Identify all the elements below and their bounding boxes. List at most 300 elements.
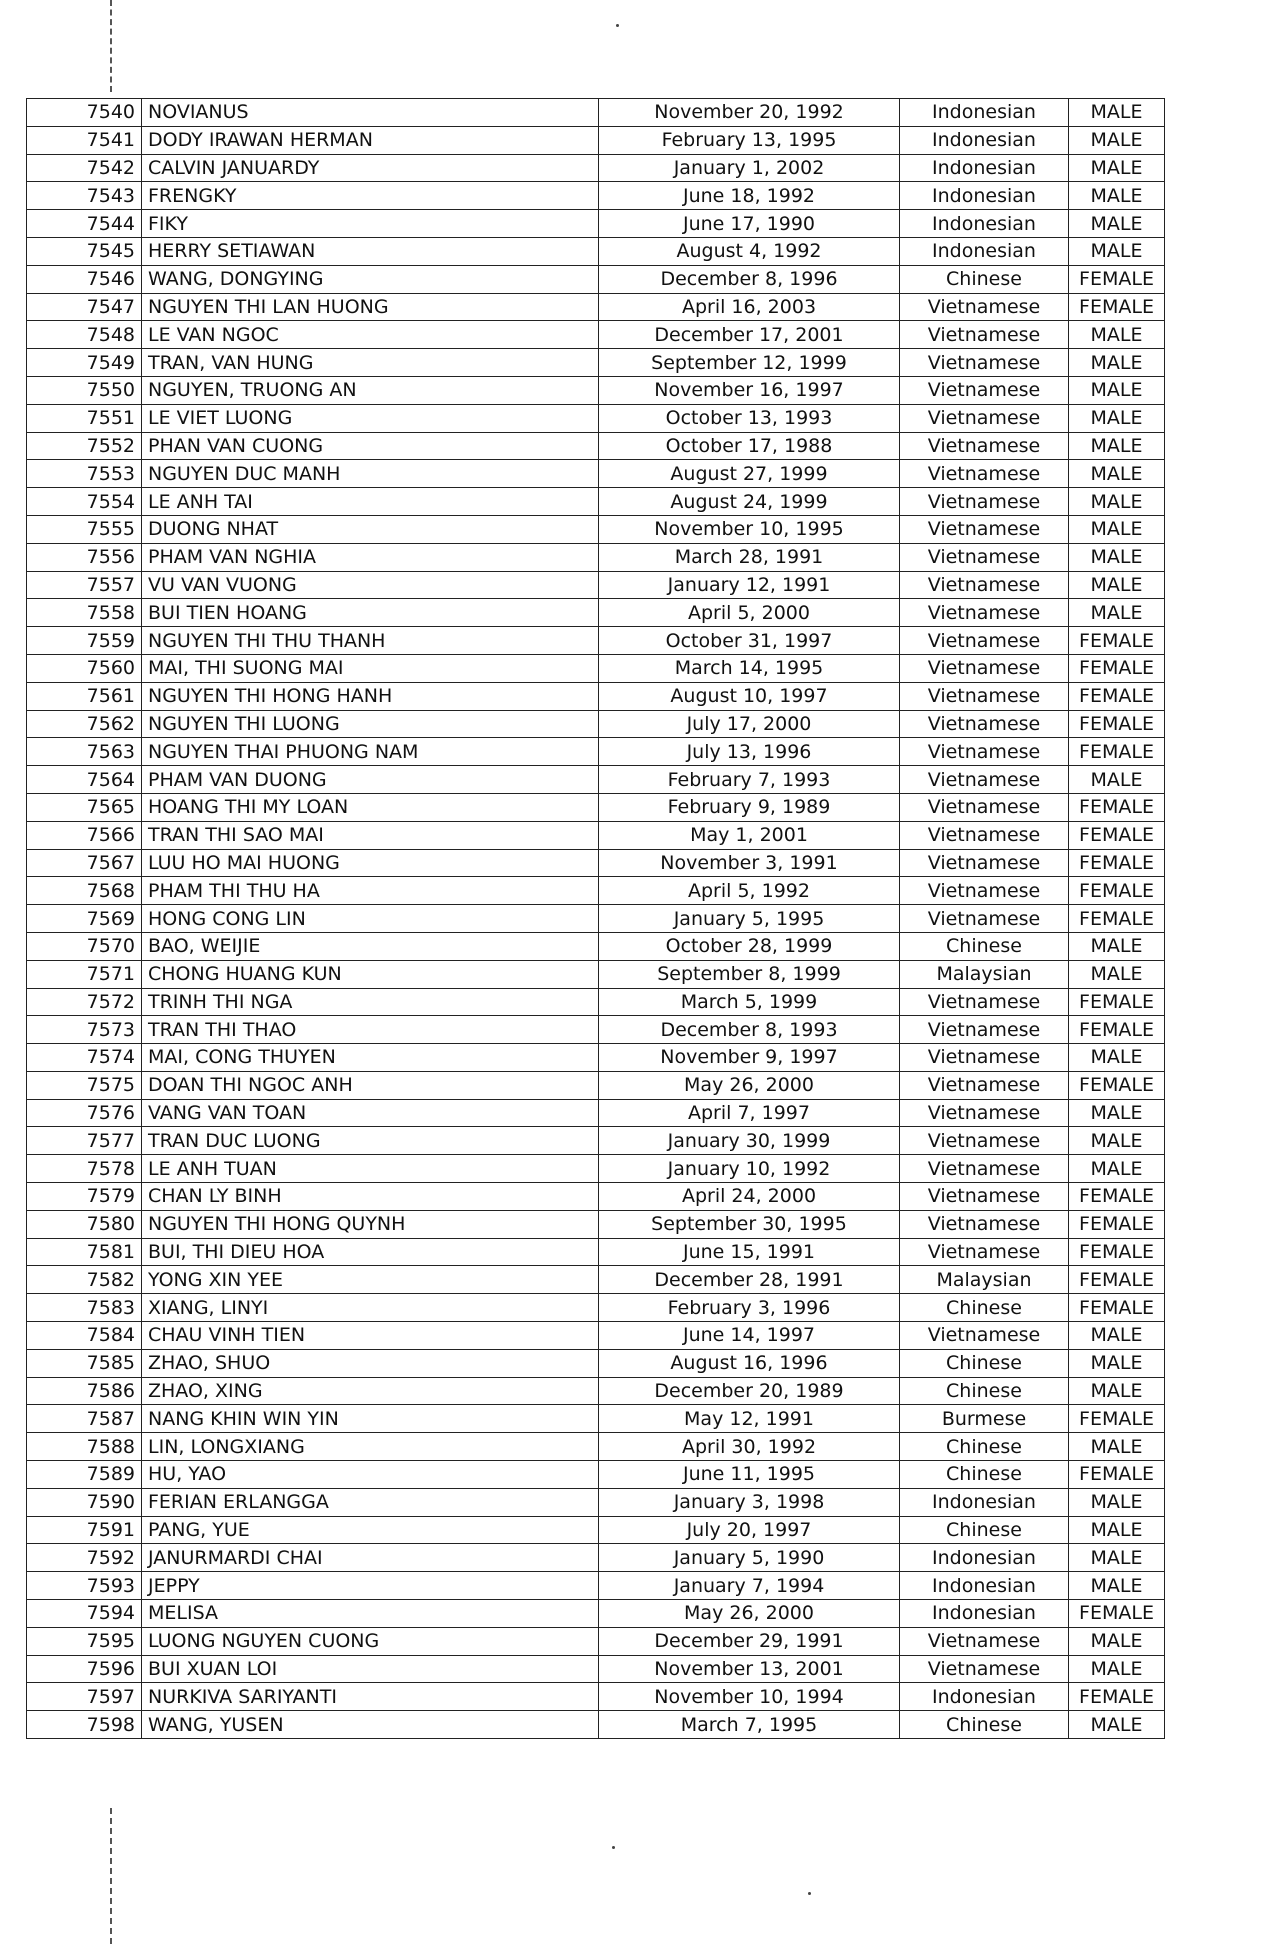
date-of-birth-cell: February 13, 1995: [599, 126, 900, 154]
person-name-cell: WANG, YUSEN: [142, 1711, 599, 1739]
row-number-cell: 7548: [27, 321, 142, 349]
nationality-cell: Chinese: [900, 1461, 1069, 1489]
table-row: [27, 1044, 1165, 1072]
date-of-birth-cell: September 30, 1995: [599, 1210, 900, 1238]
row-number-cell: 7587: [27, 1405, 142, 1433]
gender-cell: FEMALE: [1069, 738, 1165, 766]
row-number-cell: 7558: [27, 599, 142, 627]
table-row: [27, 1016, 1165, 1044]
date-of-birth-cell: December 29, 1991: [599, 1627, 900, 1655]
nationality-cell: Vietnamese: [900, 905, 1069, 933]
date-of-birth-cell: October 31, 1997: [599, 627, 900, 655]
row-number-cell: 7557: [27, 571, 142, 599]
gender-cell: FEMALE: [1069, 1183, 1165, 1211]
table-row: [27, 571, 1165, 599]
row-number-cell: 7597: [27, 1683, 142, 1711]
date-of-birth-cell: May 12, 1991: [599, 1405, 900, 1433]
row-number-cell: 7574: [27, 1044, 142, 1072]
table-row: [27, 654, 1165, 682]
date-of-birth-cell: December 28, 1991: [599, 1266, 900, 1294]
date-of-birth-cell: June 18, 1992: [599, 182, 900, 210]
row-number-cell: 7595: [27, 1627, 142, 1655]
nationality-cell: Vietnamese: [900, 793, 1069, 821]
nationality-cell: Vietnamese: [900, 1238, 1069, 1266]
person-name-cell: FRENGKY: [142, 182, 599, 210]
person-name-cell: NGUYEN DUC MANH: [142, 460, 599, 488]
gender-cell: MALE: [1069, 599, 1165, 627]
table-row: [27, 321, 1165, 349]
table-row: [27, 599, 1165, 627]
person-name-cell: NGUYEN THI LAN HUONG: [142, 293, 599, 321]
gender-cell: MALE: [1069, 1488, 1165, 1516]
date-of-birth-cell: November 16, 1997: [599, 376, 900, 404]
nationality-cell: Chinese: [900, 932, 1069, 960]
nationality-cell: Chinese: [900, 1433, 1069, 1461]
row-number-cell: 7553: [27, 460, 142, 488]
gender-cell: MALE: [1069, 571, 1165, 599]
table-row: [27, 1488, 1165, 1516]
gender-cell: MALE: [1069, 404, 1165, 432]
date-of-birth-cell: January 7, 1994: [599, 1572, 900, 1600]
table-row: [27, 265, 1165, 293]
date-of-birth-cell: June 15, 1991: [599, 1238, 900, 1266]
table-row: [27, 1627, 1165, 1655]
gender-cell: FEMALE: [1069, 849, 1165, 877]
nationality-cell: Vietnamese: [900, 1322, 1069, 1350]
table-row: [27, 877, 1165, 905]
table-row: [27, 1155, 1165, 1183]
person-name-cell: DOAN THI NGOC ANH: [142, 1071, 599, 1099]
gender-cell: MALE: [1069, 1627, 1165, 1655]
nationality-cell: Vietnamese: [900, 821, 1069, 849]
scan-speck: [612, 1846, 615, 1849]
person-name-cell: NGUYEN, TRUONG AN: [142, 376, 599, 404]
gender-cell: FEMALE: [1069, 627, 1165, 655]
table-row: [27, 515, 1165, 543]
table-row: [27, 1405, 1165, 1433]
nationality-cell: Chinese: [900, 1711, 1069, 1739]
table-row: [27, 710, 1165, 738]
table-row: [27, 905, 1165, 933]
person-name-cell: TRAN DUC LUONG: [142, 1127, 599, 1155]
gender-cell: FEMALE: [1069, 1071, 1165, 1099]
row-number-cell: 7570: [27, 932, 142, 960]
nationality-cell: Indonesian: [900, 237, 1069, 265]
person-name-cell: LIN, LONGXIANG: [142, 1433, 599, 1461]
nationality-cell: Vietnamese: [900, 627, 1069, 655]
table-row: [27, 488, 1165, 516]
person-name-cell: TRAN, VAN HUNG: [142, 349, 599, 377]
row-number-cell: 7560: [27, 654, 142, 682]
nationality-cell: Vietnamese: [900, 515, 1069, 543]
row-number-cell: 7582: [27, 1266, 142, 1294]
row-number-cell: 7549: [27, 349, 142, 377]
person-name-cell: NGUYEN THI HONG HANH: [142, 682, 599, 710]
date-of-birth-cell: January 1, 2002: [599, 154, 900, 182]
date-of-birth-cell: January 30, 1999: [599, 1127, 900, 1155]
row-number-cell: 7551: [27, 404, 142, 432]
table-row: [27, 1238, 1165, 1266]
row-number-cell: 7573: [27, 1016, 142, 1044]
table-row: [27, 932, 1165, 960]
date-of-birth-cell: November 13, 2001: [599, 1655, 900, 1683]
gender-cell: MALE: [1069, 1322, 1165, 1350]
person-name-cell: LUONG NGUYEN CUONG: [142, 1627, 599, 1655]
date-of-birth-cell: September 12, 1999: [599, 349, 900, 377]
nationality-cell: Chinese: [900, 1294, 1069, 1322]
person-name-cell: CHONG HUANG KUN: [142, 960, 599, 988]
nationality-cell: Vietnamese: [900, 988, 1069, 1016]
gender-cell: MALE: [1069, 1349, 1165, 1377]
nationality-cell: Indonesian: [900, 1683, 1069, 1711]
date-of-birth-cell: August 10, 1997: [599, 682, 900, 710]
gender-cell: MALE: [1069, 1516, 1165, 1544]
nationality-cell: Malaysian: [900, 960, 1069, 988]
gender-cell: MALE: [1069, 432, 1165, 460]
row-number-cell: 7566: [27, 821, 142, 849]
date-of-birth-cell: January 10, 1992: [599, 1155, 900, 1183]
nationality-cell: Vietnamese: [900, 432, 1069, 460]
nationality-cell: Vietnamese: [900, 460, 1069, 488]
row-number-cell: 7563: [27, 738, 142, 766]
gender-cell: MALE: [1069, 766, 1165, 794]
table-row: [27, 1433, 1165, 1461]
nationality-cell: Indonesian: [900, 1544, 1069, 1572]
row-number-cell: 7578: [27, 1155, 142, 1183]
row-number-cell: 7550: [27, 376, 142, 404]
date-of-birth-cell: March 5, 1999: [599, 988, 900, 1016]
nationality-cell: Vietnamese: [900, 571, 1069, 599]
nationality-cell: Vietnamese: [900, 293, 1069, 321]
date-of-birth-cell: February 3, 1996: [599, 1294, 900, 1322]
date-of-birth-cell: June 17, 1990: [599, 210, 900, 238]
date-of-birth-cell: March 7, 1995: [599, 1711, 900, 1739]
date-of-birth-cell: March 28, 1991: [599, 543, 900, 571]
date-of-birth-cell: October 28, 1999: [599, 932, 900, 960]
person-name-cell: NOVIANUS: [142, 99, 599, 127]
row-number-cell: 7556: [27, 543, 142, 571]
table-row: [27, 1210, 1165, 1238]
row-number-cell: 7547: [27, 293, 142, 321]
person-name-cell: FIKY: [142, 210, 599, 238]
table-row: [27, 237, 1165, 265]
person-name-cell: VU VAN VUONG: [142, 571, 599, 599]
row-number-cell: 7583: [27, 1294, 142, 1322]
nationality-cell: Chinese: [900, 1516, 1069, 1544]
gender-cell: FEMALE: [1069, 682, 1165, 710]
person-name-cell: TRINH THI NGA: [142, 988, 599, 1016]
nationality-cell: Indonesian: [900, 210, 1069, 238]
table-row: [27, 349, 1165, 377]
row-number-cell: 7567: [27, 849, 142, 877]
gender-cell: MALE: [1069, 154, 1165, 182]
table-row: [27, 154, 1165, 182]
row-number-cell: 7552: [27, 432, 142, 460]
gender-cell: MALE: [1069, 321, 1165, 349]
person-name-cell: CHAN LY BINH: [142, 1183, 599, 1211]
table-row: [27, 376, 1165, 404]
date-of-birth-cell: November 10, 1995: [599, 515, 900, 543]
row-number-cell: 7572: [27, 988, 142, 1016]
person-name-cell: MELISA: [142, 1600, 599, 1628]
table-row: [27, 210, 1165, 238]
row-number-cell: 7555: [27, 515, 142, 543]
table-row: [27, 432, 1165, 460]
gender-cell: FEMALE: [1069, 793, 1165, 821]
row-number-cell: 7568: [27, 877, 142, 905]
person-name-cell: ZHAO, SHUO: [142, 1349, 599, 1377]
date-of-birth-cell: October 13, 1993: [599, 404, 900, 432]
person-name-cell: XIANG, LINYI: [142, 1294, 599, 1322]
date-of-birth-cell: August 4, 1992: [599, 237, 900, 265]
date-of-birth-cell: April 5, 2000: [599, 599, 900, 627]
row-number-cell: 7579: [27, 1183, 142, 1211]
person-name-cell: YONG XIN YEE: [142, 1266, 599, 1294]
table-row: [27, 627, 1165, 655]
date-of-birth-cell: March 14, 1995: [599, 654, 900, 682]
row-number-cell: 7594: [27, 1600, 142, 1628]
nationality-cell: Vietnamese: [900, 1044, 1069, 1072]
row-number-cell: 7545: [27, 237, 142, 265]
date-of-birth-cell: July 17, 2000: [599, 710, 900, 738]
gender-cell: MALE: [1069, 1544, 1165, 1572]
gender-cell: MALE: [1069, 349, 1165, 377]
nationality-cell: Vietnamese: [900, 766, 1069, 794]
table-row: [27, 1349, 1165, 1377]
date-of-birth-cell: January 5, 1990: [599, 1544, 900, 1572]
gender-cell: FEMALE: [1069, 1683, 1165, 1711]
gender-cell: FEMALE: [1069, 1600, 1165, 1628]
gender-cell: MALE: [1069, 1377, 1165, 1405]
date-of-birth-cell: November 20, 1992: [599, 99, 900, 127]
person-name-cell: NGUYEN THAI PHUONG NAM: [142, 738, 599, 766]
row-number-cell: 7596: [27, 1655, 142, 1683]
gender-cell: MALE: [1069, 182, 1165, 210]
gender-cell: FEMALE: [1069, 265, 1165, 293]
date-of-birth-cell: July 20, 1997: [599, 1516, 900, 1544]
nationality-cell: Indonesian: [900, 126, 1069, 154]
gender-cell: MALE: [1069, 376, 1165, 404]
date-of-birth-cell: April 24, 2000: [599, 1183, 900, 1211]
nationality-cell: Vietnamese: [900, 1155, 1069, 1183]
gender-cell: MALE: [1069, 515, 1165, 543]
gender-cell: MALE: [1069, 1099, 1165, 1127]
gender-cell: MALE: [1069, 1572, 1165, 1600]
nationality-cell: Indonesian: [900, 1572, 1069, 1600]
nationality-cell: Vietnamese: [900, 1655, 1069, 1683]
gender-cell: FEMALE: [1069, 1266, 1165, 1294]
nationality-cell: Chinese: [900, 1377, 1069, 1405]
row-number-cell: 7541: [27, 126, 142, 154]
table-row: [27, 1516, 1165, 1544]
person-name-cell: MAI, THI SUONG MAI: [142, 654, 599, 682]
nationality-cell: Vietnamese: [900, 1099, 1069, 1127]
nationality-cell: Vietnamese: [900, 1127, 1069, 1155]
date-of-birth-cell: April 7, 1997: [599, 1099, 900, 1127]
scan-speck: [808, 1892, 811, 1895]
nationality-cell: Indonesian: [900, 1488, 1069, 1516]
row-number-cell: 7559: [27, 627, 142, 655]
row-number-cell: 7581: [27, 1238, 142, 1266]
nationality-cell: Chinese: [900, 1349, 1069, 1377]
date-of-birth-cell: August 16, 1996: [599, 1349, 900, 1377]
table-row: [27, 1071, 1165, 1099]
table-row: [27, 766, 1165, 794]
table-row: [27, 1266, 1165, 1294]
row-number-cell: 7543: [27, 182, 142, 210]
gender-cell: MALE: [1069, 237, 1165, 265]
person-name-cell: DODY IRAWAN HERMAN: [142, 126, 599, 154]
gender-cell: FEMALE: [1069, 821, 1165, 849]
row-number-cell: 7564: [27, 766, 142, 794]
gender-cell: FEMALE: [1069, 1461, 1165, 1489]
date-of-birth-cell: May 26, 2000: [599, 1071, 900, 1099]
gender-cell: FEMALE: [1069, 654, 1165, 682]
row-number-cell: 7565: [27, 793, 142, 821]
roster-table-body: [27, 99, 1165, 1739]
date-of-birth-cell: December 8, 1996: [599, 265, 900, 293]
table-row: [27, 1127, 1165, 1155]
row-number-cell: 7590: [27, 1488, 142, 1516]
person-name-cell: NGUYEN THI THU THANH: [142, 627, 599, 655]
row-number-cell: 7593: [27, 1572, 142, 1600]
row-number-cell: 7588: [27, 1433, 142, 1461]
nationality-cell: Vietnamese: [900, 543, 1069, 571]
gender-cell: MALE: [1069, 1433, 1165, 1461]
row-number-cell: 7585: [27, 1349, 142, 1377]
row-number-cell: 7546: [27, 265, 142, 293]
nationality-cell: Vietnamese: [900, 488, 1069, 516]
binding-mark-top: [110, 0, 120, 92]
date-of-birth-cell: May 26, 2000: [599, 1600, 900, 1628]
person-name-cell: NGUYEN THI HONG QUYNH: [142, 1210, 599, 1238]
row-number-cell: 7580: [27, 1210, 142, 1238]
date-of-birth-cell: August 27, 1999: [599, 460, 900, 488]
roster-table: [26, 98, 1165, 1739]
person-name-cell: BUI, THI DIEU HOA: [142, 1238, 599, 1266]
date-of-birth-cell: October 17, 1988: [599, 432, 900, 460]
table-row: [27, 293, 1165, 321]
person-name-cell: LE VAN NGOC: [142, 321, 599, 349]
gender-cell: MALE: [1069, 1044, 1165, 1072]
nationality-cell: Vietnamese: [900, 599, 1069, 627]
person-name-cell: JANURMARDI CHAI: [142, 1544, 599, 1572]
date-of-birth-cell: May 1, 2001: [599, 821, 900, 849]
date-of-birth-cell: February 9, 1989: [599, 793, 900, 821]
date-of-birth-cell: September 8, 1999: [599, 960, 900, 988]
date-of-birth-cell: November 10, 1994: [599, 1683, 900, 1711]
row-number-cell: 7576: [27, 1099, 142, 1127]
gender-cell: MALE: [1069, 1711, 1165, 1739]
date-of-birth-cell: April 30, 1992: [599, 1433, 900, 1461]
row-number-cell: 7542: [27, 154, 142, 182]
table-row: [27, 1711, 1165, 1739]
date-of-birth-cell: July 13, 1996: [599, 738, 900, 766]
gender-cell: FEMALE: [1069, 710, 1165, 738]
person-name-cell: NANG KHIN WIN YIN: [142, 1405, 599, 1433]
person-name-cell: LE VIET LUONG: [142, 404, 599, 432]
person-name-cell: CALVIN JANUARDY: [142, 154, 599, 182]
date-of-birth-cell: January 12, 1991: [599, 571, 900, 599]
table-row: [27, 543, 1165, 571]
gender-cell: FEMALE: [1069, 293, 1165, 321]
nationality-cell: Indonesian: [900, 99, 1069, 127]
table-row: [27, 988, 1165, 1016]
person-name-cell: LE ANH TAI: [142, 488, 599, 516]
row-number-cell: 7592: [27, 1544, 142, 1572]
nationality-cell: Vietnamese: [900, 1183, 1069, 1211]
nationality-cell: Vietnamese: [900, 738, 1069, 766]
nationality-cell: Vietnamese: [900, 682, 1069, 710]
table-row: [27, 682, 1165, 710]
nationality-cell: Vietnamese: [900, 1016, 1069, 1044]
row-number-cell: 7562: [27, 710, 142, 738]
row-number-cell: 7561: [27, 682, 142, 710]
nationality-cell: Indonesian: [900, 1600, 1069, 1628]
row-number-cell: 7586: [27, 1377, 142, 1405]
date-of-birth-cell: April 5, 1992: [599, 877, 900, 905]
person-name-cell: NURKIVA SARIYANTI: [142, 1683, 599, 1711]
row-number-cell: 7589: [27, 1461, 142, 1489]
person-name-cell: NGUYEN THI LUONG: [142, 710, 599, 738]
person-name-cell: HOANG THI MY LOAN: [142, 793, 599, 821]
person-name-cell: PHAN VAN CUONG: [142, 432, 599, 460]
nationality-cell: Indonesian: [900, 182, 1069, 210]
date-of-birth-cell: January 5, 1995: [599, 905, 900, 933]
gender-cell: FEMALE: [1069, 988, 1165, 1016]
scan-speck: [616, 24, 619, 27]
table-row: [27, 1377, 1165, 1405]
person-name-cell: VANG VAN TOAN: [142, 1099, 599, 1127]
nationality-cell: Chinese: [900, 265, 1069, 293]
table-row: [27, 404, 1165, 432]
person-name-cell: HONG CONG LIN: [142, 905, 599, 933]
date-of-birth-cell: August 24, 1999: [599, 488, 900, 516]
gender-cell: MALE: [1069, 210, 1165, 238]
row-number-cell: 7575: [27, 1071, 142, 1099]
gender-cell: FEMALE: [1069, 1210, 1165, 1238]
gender-cell: MALE: [1069, 960, 1165, 988]
row-number-cell: 7577: [27, 1127, 142, 1155]
gender-cell: MALE: [1069, 1655, 1165, 1683]
person-name-cell: PHAM VAN DUONG: [142, 766, 599, 794]
gender-cell: MALE: [1069, 1127, 1165, 1155]
table-row: [27, 460, 1165, 488]
row-number-cell: 7554: [27, 488, 142, 516]
gender-cell: FEMALE: [1069, 1238, 1165, 1266]
date-of-birth-cell: January 3, 1998: [599, 1488, 900, 1516]
row-number-cell: 7540: [27, 99, 142, 127]
gender-cell: MALE: [1069, 126, 1165, 154]
nationality-cell: Vietnamese: [900, 376, 1069, 404]
table-row: [27, 1099, 1165, 1127]
person-name-cell: BUI TIEN HOANG: [142, 599, 599, 627]
gender-cell: FEMALE: [1069, 1016, 1165, 1044]
nationality-cell: Malaysian: [900, 1266, 1069, 1294]
gender-cell: MALE: [1069, 460, 1165, 488]
date-of-birth-cell: June 11, 1995: [599, 1461, 900, 1489]
gender-cell: FEMALE: [1069, 1294, 1165, 1322]
table-row: [27, 1544, 1165, 1572]
table-row: [27, 1655, 1165, 1683]
date-of-birth-cell: November 9, 1997: [599, 1044, 900, 1072]
nationality-cell: Vietnamese: [900, 404, 1069, 432]
person-name-cell: BUI XUAN LOI: [142, 1655, 599, 1683]
person-name-cell: FERIAN ERLANGGA: [142, 1488, 599, 1516]
person-name-cell: PHAM THI THU HA: [142, 877, 599, 905]
table-row: [27, 99, 1165, 127]
date-of-birth-cell: November 3, 1991: [599, 849, 900, 877]
